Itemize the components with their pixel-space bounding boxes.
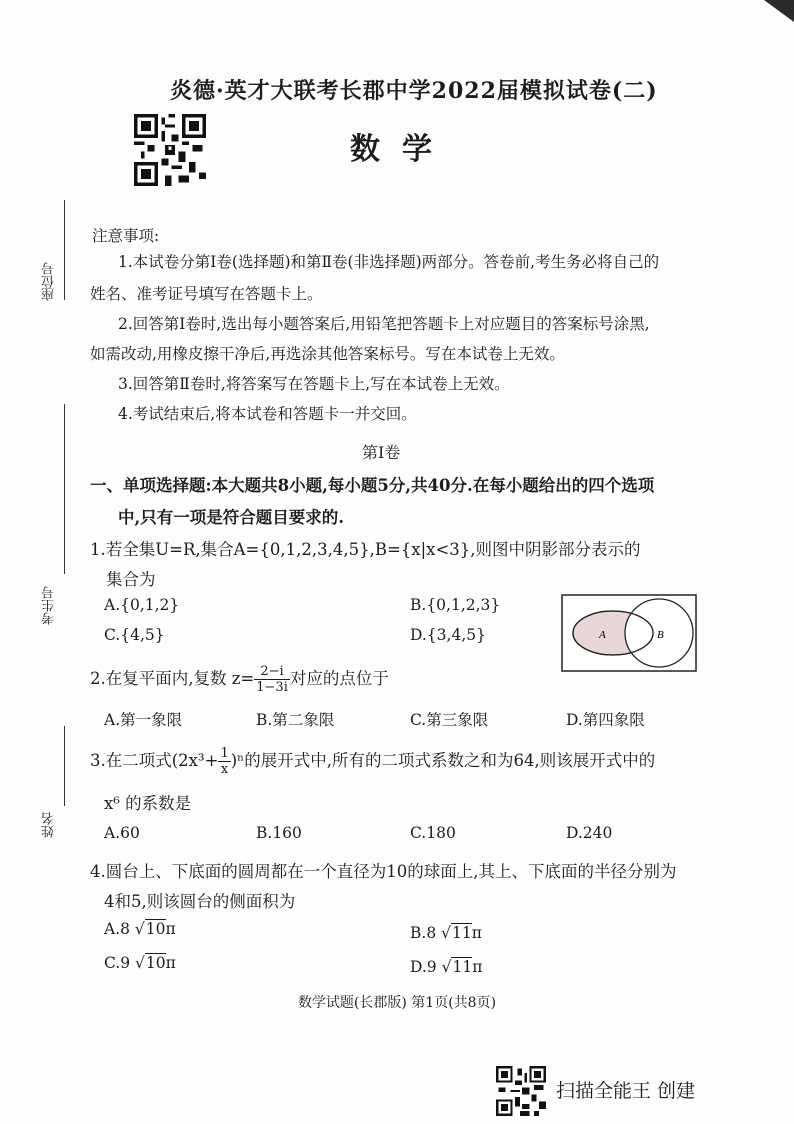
- notice-item-2a: 2.回答第Ⅰ卷时,选出每小题答案后,用铅笔把答题卡上对应题目的答案标号涂黑,: [118, 315, 650, 333]
- q4-option-a: A.8 √10π: [104, 920, 176, 938]
- q3-prefix: 3.在二项式: [90, 751, 172, 770]
- question-4-text: 4.圆台上、下底面的圆周都在一个直径为10的球面上,其上、下底面的半径分别为: [90, 862, 677, 881]
- exam-number-label: 考生号: [42, 586, 57, 625]
- question-1-text: 1.若全集U=R,集合A={0,1,2,3,4,5},B={x|x<3},则图中阴影部分表示的: [90, 540, 641, 559]
- q4-option-b-coef: B.8: [410, 924, 437, 942]
- q2-denominator: 1−3i: [256, 680, 288, 695]
- q4-option-c-pi: π: [165, 954, 176, 972]
- q2-suffix: 对应的点位于: [289, 669, 389, 688]
- venn-label-a: A: [599, 629, 606, 641]
- notice-item-1a: 1.本试卷分第Ⅰ卷(选择题)和第Ⅱ卷(非选择题)两部分。答卷前,考生务必将自己的: [118, 253, 660, 271]
- notice-item-1b: 姓名、准考证号填写在答题卡上。: [90, 285, 323, 303]
- part-heading-b: 中,只有一项是符合题目要求的.: [118, 508, 344, 527]
- question-3-text-b: x⁶ 的系数是: [104, 794, 192, 813]
- q1-option-c: C.{4,5}: [104, 626, 165, 644]
- q4-option-c: C.9 √10π: [104, 954, 176, 972]
- q2-fraction: [254, 664, 290, 695]
- q2-prefix: 2.在复平面内,复数 z=: [90, 669, 255, 688]
- q4-option-d: D.9 √11π: [410, 958, 483, 976]
- seat-number-label: 座位号: [42, 262, 57, 301]
- q4-option-d-radicand: 11: [452, 958, 473, 976]
- q4-option-a-radicand: 10: [145, 920, 166, 938]
- notice-item-4: 4.考试结束后,将本试卷和答题卡一并交回。: [118, 405, 417, 423]
- venn-label-b: B: [657, 629, 664, 641]
- section-title: 第Ⅰ卷: [362, 443, 401, 462]
- q4-option-d-coef: D.9: [410, 958, 437, 976]
- name-line: [64, 726, 65, 806]
- q3-option-b: B.160: [256, 824, 302, 842]
- q4-option-a-coef: A.8: [104, 920, 130, 938]
- q3-option-a: A.60: [104, 824, 140, 842]
- corner-mark: [734, 0, 794, 30]
- q3-denominator: x: [220, 762, 229, 777]
- q4-option-b-radicand: 11: [452, 924, 472, 942]
- q3-close: )ⁿ: [230, 751, 245, 770]
- q4-option-c-coef: C.9: [104, 954, 131, 972]
- exam-title: 炎德·英才大联考长郡中学2022届模拟试卷(二): [170, 78, 658, 104]
- q3-fraction: [218, 746, 230, 777]
- part-heading-a: 一、单项选择题:本大题共8小题,每小题5分,共40分.在每小题给出的四个选项: [90, 476, 655, 495]
- notice-title: 注意事项:: [92, 227, 160, 245]
- question-2-text: [90, 664, 389, 695]
- q2-option-d: D.第四象限: [566, 711, 645, 729]
- q2-numerator: 2−i: [254, 664, 290, 680]
- q1-option-d: D.{3,4,5}: [410, 626, 486, 644]
- q4-option-a-pi: π: [165, 920, 176, 938]
- question-3-text: [90, 746, 655, 777]
- name-label: 姓名: [42, 812, 57, 838]
- q3-numerator: 1: [220, 746, 229, 761]
- q4-option-d-pi: π: [472, 958, 483, 976]
- scanner-qr-icon: [496, 1066, 546, 1116]
- q2-option-a: A.第一象限: [104, 711, 183, 729]
- subject-title: 数学: [350, 132, 454, 167]
- q4-option-c-radicand: 10: [145, 954, 166, 972]
- scanner-label: 扫描全能王 创建: [556, 1080, 696, 1102]
- q4-option-b-pi: π: [471, 924, 482, 942]
- q3-base: (2x³+: [171, 751, 219, 770]
- q2-option-b: B.第二象限: [256, 711, 335, 729]
- exam-number-line: [64, 404, 65, 574]
- seat-line: [64, 200, 65, 300]
- notice-item-3: 3.回答第Ⅱ卷时,将答案写在答题卡上,写在本试卷上无效。: [118, 375, 510, 393]
- venn-diagram: [561, 594, 697, 672]
- q1-option-b: B.{0,1,2,3}: [410, 596, 501, 614]
- q3-option-d: D.240: [566, 824, 613, 842]
- qr-code-icon: [134, 114, 206, 186]
- q2-option-c: C.第三象限: [410, 711, 489, 729]
- q3-option-c: C.180: [410, 824, 456, 842]
- notice-item-2b: 如需改动,用橡皮擦干净后,再选涂其他答案标号。写在本试卷上无效。: [90, 345, 565, 363]
- q4-option-b: B.8 √11π: [410, 924, 482, 942]
- q3-suffix: 的展开式中,所有的二项式系数之和为64,则该展开式中的: [244, 751, 656, 770]
- question-4-text-b: 4和5,则该圆台的侧面积为: [104, 892, 296, 911]
- q1-option-a: A.{0,1,2}: [104, 596, 180, 614]
- question-1-text-b: 集合为: [106, 570, 156, 589]
- page-footer: 数学试题(长郡版) 第1页(共8页): [297, 995, 497, 1011]
